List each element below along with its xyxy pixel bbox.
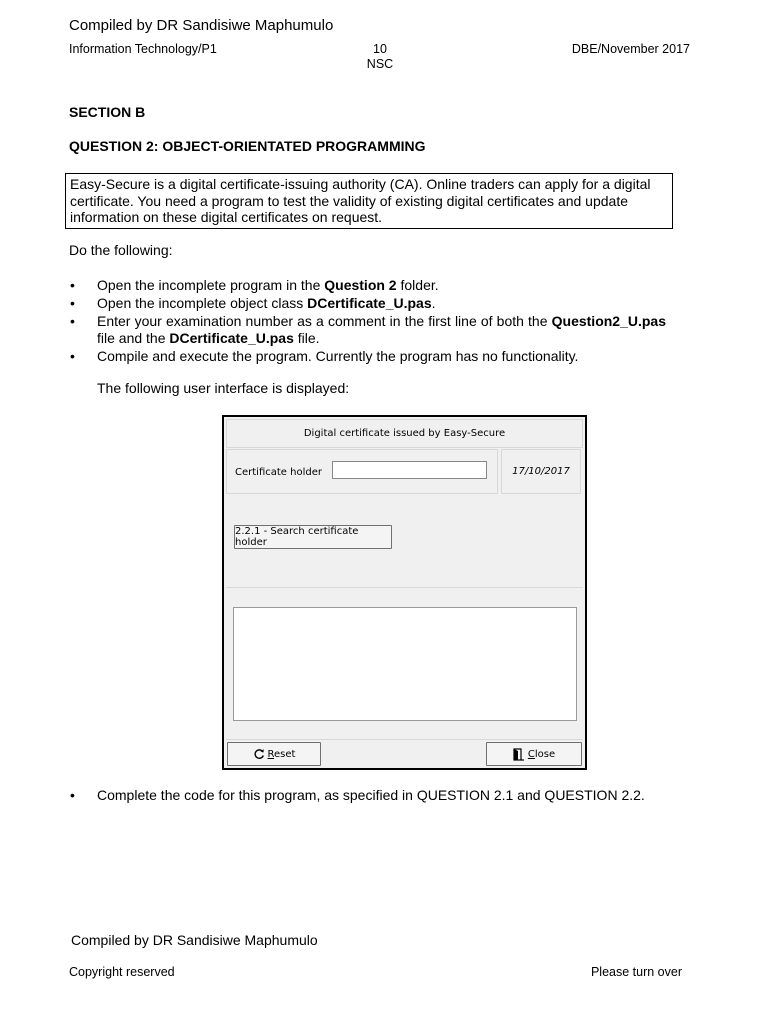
close-button[interactable]: Close bbox=[486, 742, 582, 766]
page-number: 10 bbox=[373, 42, 387, 56]
question-heading: QUESTION 2: OBJECT-ORIENTATED PROGRAMMING bbox=[69, 138, 426, 154]
bullet-icon: • bbox=[70, 348, 75, 364]
date-panel: 17/10/2017 bbox=[501, 449, 581, 494]
nsc-label: NSC bbox=[366, 57, 394, 71]
holder-panel bbox=[226, 449, 498, 494]
complete-instruction bbox=[69, 787, 666, 805]
exam-date-header: DBE/November 2017 bbox=[571, 42, 690, 56]
instruction-list bbox=[69, 277, 666, 366]
reset-button[interactable]: Reset bbox=[227, 742, 321, 766]
subject-header: Information Technology/P1 bbox=[69, 42, 217, 56]
certificate-holder-input[interactable] bbox=[332, 461, 487, 479]
output-memo[interactable] bbox=[233, 607, 577, 721]
list-item: • Open the incomplete program in the Question 2 folder. bbox=[70, 277, 439, 293]
page-number-block bbox=[330, 42, 430, 72]
refresh-icon bbox=[253, 748, 265, 760]
bullet-icon: • bbox=[70, 787, 75, 803]
search-certificate-holder-button[interactable]: 2.2.1 - Search certificate holder bbox=[234, 525, 392, 549]
turn-over-footer: Please turn over bbox=[590, 965, 682, 979]
list-item: • Enter your examination number as a comment in the first line of both the Question2_U.pas file and the DCertificate_U.pas file. bbox=[70, 313, 666, 346]
section-heading: SECTION B bbox=[69, 104, 146, 120]
bullet-icon: • bbox=[70, 277, 75, 293]
copyright-footer: Copyright reserved bbox=[69, 965, 175, 979]
bullet-icon: • bbox=[70, 313, 75, 329]
list-item: • Complete the code for this program, as specified in QUESTION 2.1 and QUESTION 2.2. bbox=[70, 787, 645, 803]
scenario-box: Easy-Secure is a digital certificate-issuing authority (CA). Online traders can apply for a digital certificate. You need a program to test the validity of existing digital certificates and update information on these digital certificates on request. bbox=[65, 173, 673, 229]
bottom-panel bbox=[226, 739, 583, 766]
door-exit-icon bbox=[513, 748, 525, 761]
compiled-by-footer: Compiled by DR Sandisiwe Maphumulo bbox=[71, 932, 318, 948]
list-item: • Compile and execute the program. Currently the program has no functionality. bbox=[70, 348, 579, 364]
bullet-icon: • bbox=[70, 295, 75, 311]
button-panel bbox=[226, 495, 583, 588]
app-window bbox=[222, 415, 587, 770]
compiled-by-header: Compiled by DR Sandisiwe Maphumulo bbox=[69, 17, 334, 34]
instructions-intro: Do the following: bbox=[69, 242, 173, 258]
form-title-panel: Digital certificate issued by Easy-Secure bbox=[226, 419, 583, 448]
list-item: • Open the incomplete object class DCertificate_U.pas. bbox=[70, 295, 436, 311]
certificate-holder-label: Certificate holder bbox=[235, 467, 322, 478]
ui-intro-text: The following user interface is displayed: bbox=[97, 380, 350, 396]
